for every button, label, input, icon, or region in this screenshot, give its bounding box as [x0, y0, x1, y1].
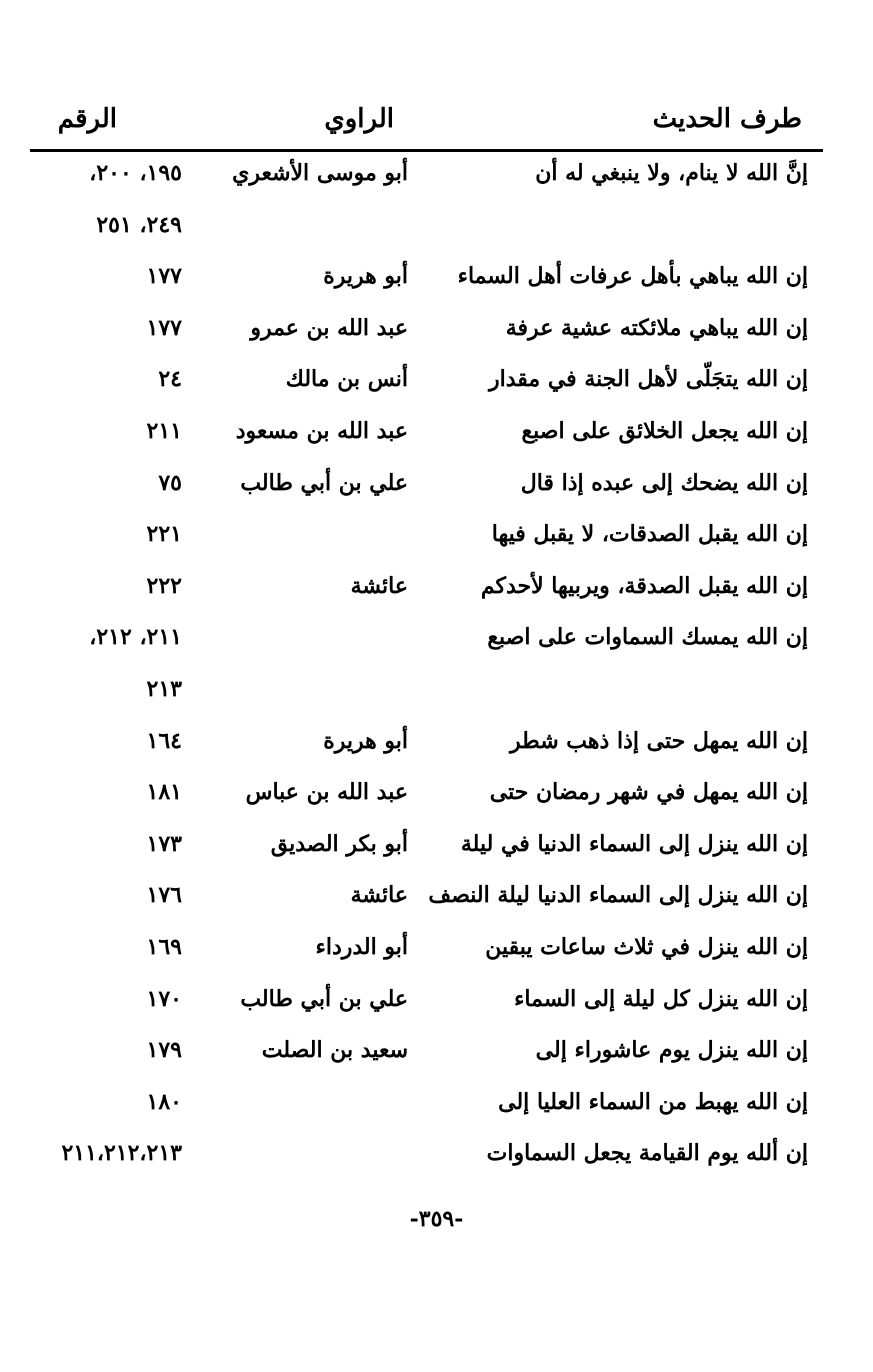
narrator-cell: علي بن أبي طالب — [240, 469, 408, 496]
hadith-cell: إن الله يمسك السماوات على اصبع — [487, 624, 808, 651]
header-number-label: الرقم — [57, 104, 117, 134]
narrator-cell: أبو هريرة — [323, 727, 408, 754]
table-row — [30, 823, 822, 875]
number-cell: ١٦٤ — [146, 727, 182, 754]
table-row — [30, 720, 822, 772]
number-cell: ٢٤ — [158, 366, 182, 393]
table-row — [30, 1029, 822, 1081]
number-cell: ١٧٦ — [146, 882, 182, 909]
table-row — [30, 616, 822, 668]
table-row — [30, 926, 822, 978]
hadith-cell: إنَّ الله لا ينام، ولا ينبغي له أن — [535, 160, 808, 186]
hadith-cell: إن الله ينزل إلى السماء الدنيا ليلة النصف — [428, 882, 808, 909]
index-table — [30, 152, 822, 1184]
number-cell: ١٧٣ — [146, 830, 182, 857]
hadith-cell: إن الله ينزل يوم عاشوراء إلى — [535, 1037, 808, 1064]
table-row — [30, 771, 822, 823]
table-row — [30, 1132, 822, 1184]
number-cell: ١٧٧ — [146, 263, 182, 290]
number-cell: ٢٢١ — [146, 521, 182, 548]
table-row — [30, 410, 822, 462]
number-cell: ١٦٩ — [146, 933, 182, 960]
hadith-cell: إن الله يقبل الصدقات، لا يقبل فيها — [491, 521, 808, 548]
number-cell: ١٧٩ — [146, 1037, 182, 1064]
table-row — [30, 565, 822, 617]
table-row — [30, 307, 822, 359]
hadith-cell: إن الله ينزل كل ليلة إلى السماء — [514, 985, 808, 1012]
hadith-cell: إن الله يجعل الخلائق على اصبع — [521, 417, 808, 444]
hadith-cell: إن الله يقبل الصدقة، ويربيها لأحدكم — [480, 572, 808, 599]
narrator-cell: علي بن أبي طالب — [240, 985, 408, 1012]
hadith-cell: إن الله يباهي ملائكته عشية عرفة — [505, 314, 808, 341]
number-cell: ١٨٠ — [146, 1088, 182, 1115]
number-cell: ٢١١ — [146, 417, 182, 444]
hadith-cell: إن الله يهبط من السماء العليا إلى — [498, 1088, 808, 1115]
number-cell: ١٩٥، ٢٠٠، — [89, 160, 182, 186]
narrator-cell: عبد الله بن مسعود — [235, 417, 408, 444]
narrator-cell: أنس بن مالك — [285, 366, 408, 393]
hadith-cell: إن ألله يوم القيامة يجعل السماوات — [486, 1140, 808, 1167]
table-row — [30, 1081, 822, 1133]
table-row — [30, 978, 822, 1030]
table-row — [30, 152, 822, 204]
number-cell: ٢١١،٢١٢،٢١٣ — [61, 1140, 182, 1167]
table-row — [30, 204, 822, 256]
narrator-cell: عائشة — [350, 882, 408, 909]
header-narrator-label: الراوي — [324, 104, 394, 134]
narrator-cell: أبو موسى الأشعري — [232, 160, 408, 186]
hadith-cell: إن الله ينزل في ثلاث ساعات يبقين — [485, 933, 808, 960]
hadith-cell: إن الله ينزل إلى السماء الدنيا في ليلة — [460, 830, 808, 857]
narrator-cell: عائشة — [350, 572, 408, 599]
narrator-cell: عبد الله بن عمرو — [250, 314, 408, 341]
hadith-cell: إن الله يمهل في شهر رمضان حتى — [489, 779, 808, 806]
number-cell: ١٨١ — [146, 779, 182, 806]
table-header — [30, 104, 822, 144]
narrator-cell: أبو بكر الصديق — [270, 830, 408, 857]
hadith-cell: إن الله يضحك إلى عبده إذا قال — [520, 469, 808, 496]
page-number: -٣٥٩- — [409, 1206, 464, 1232]
table-row — [30, 513, 822, 565]
number-cell: ٧٥ — [158, 469, 182, 496]
number-cell: ٢٢٢ — [146, 572, 182, 599]
table-row — [30, 358, 822, 410]
table-row — [30, 874, 822, 926]
number-cell: ٢٤٩، ٢٥١ — [96, 211, 182, 238]
hadith-cell: إن الله يباهي بأهل عرفات أهل السماء — [457, 263, 808, 290]
table-row — [30, 668, 822, 720]
number-cell: ٢١٣ — [146, 675, 182, 702]
number-cell: ١٧٠ — [146, 985, 182, 1012]
header-hadith-label: طرف الحديث — [652, 104, 802, 134]
hadith-cell: إن الله يتجَلّى لأهل الجنة في مقدار — [488, 366, 808, 393]
narrator-cell: أبو الدرداء — [315, 933, 408, 960]
narrator-cell: سعيد بن الصلت — [261, 1037, 408, 1064]
narrator-cell: عبد الله بن عباس — [245, 779, 408, 806]
table-row — [30, 255, 822, 307]
number-cell: ١٧٧ — [146, 314, 182, 341]
narrator-cell: أبو هريرة — [323, 263, 408, 290]
table-row — [30, 462, 822, 514]
number-cell: ٢١١، ٢١٢، — [89, 624, 182, 651]
hadith-cell: إن الله يمهل حتى إذا ذهب شطر — [510, 727, 808, 754]
